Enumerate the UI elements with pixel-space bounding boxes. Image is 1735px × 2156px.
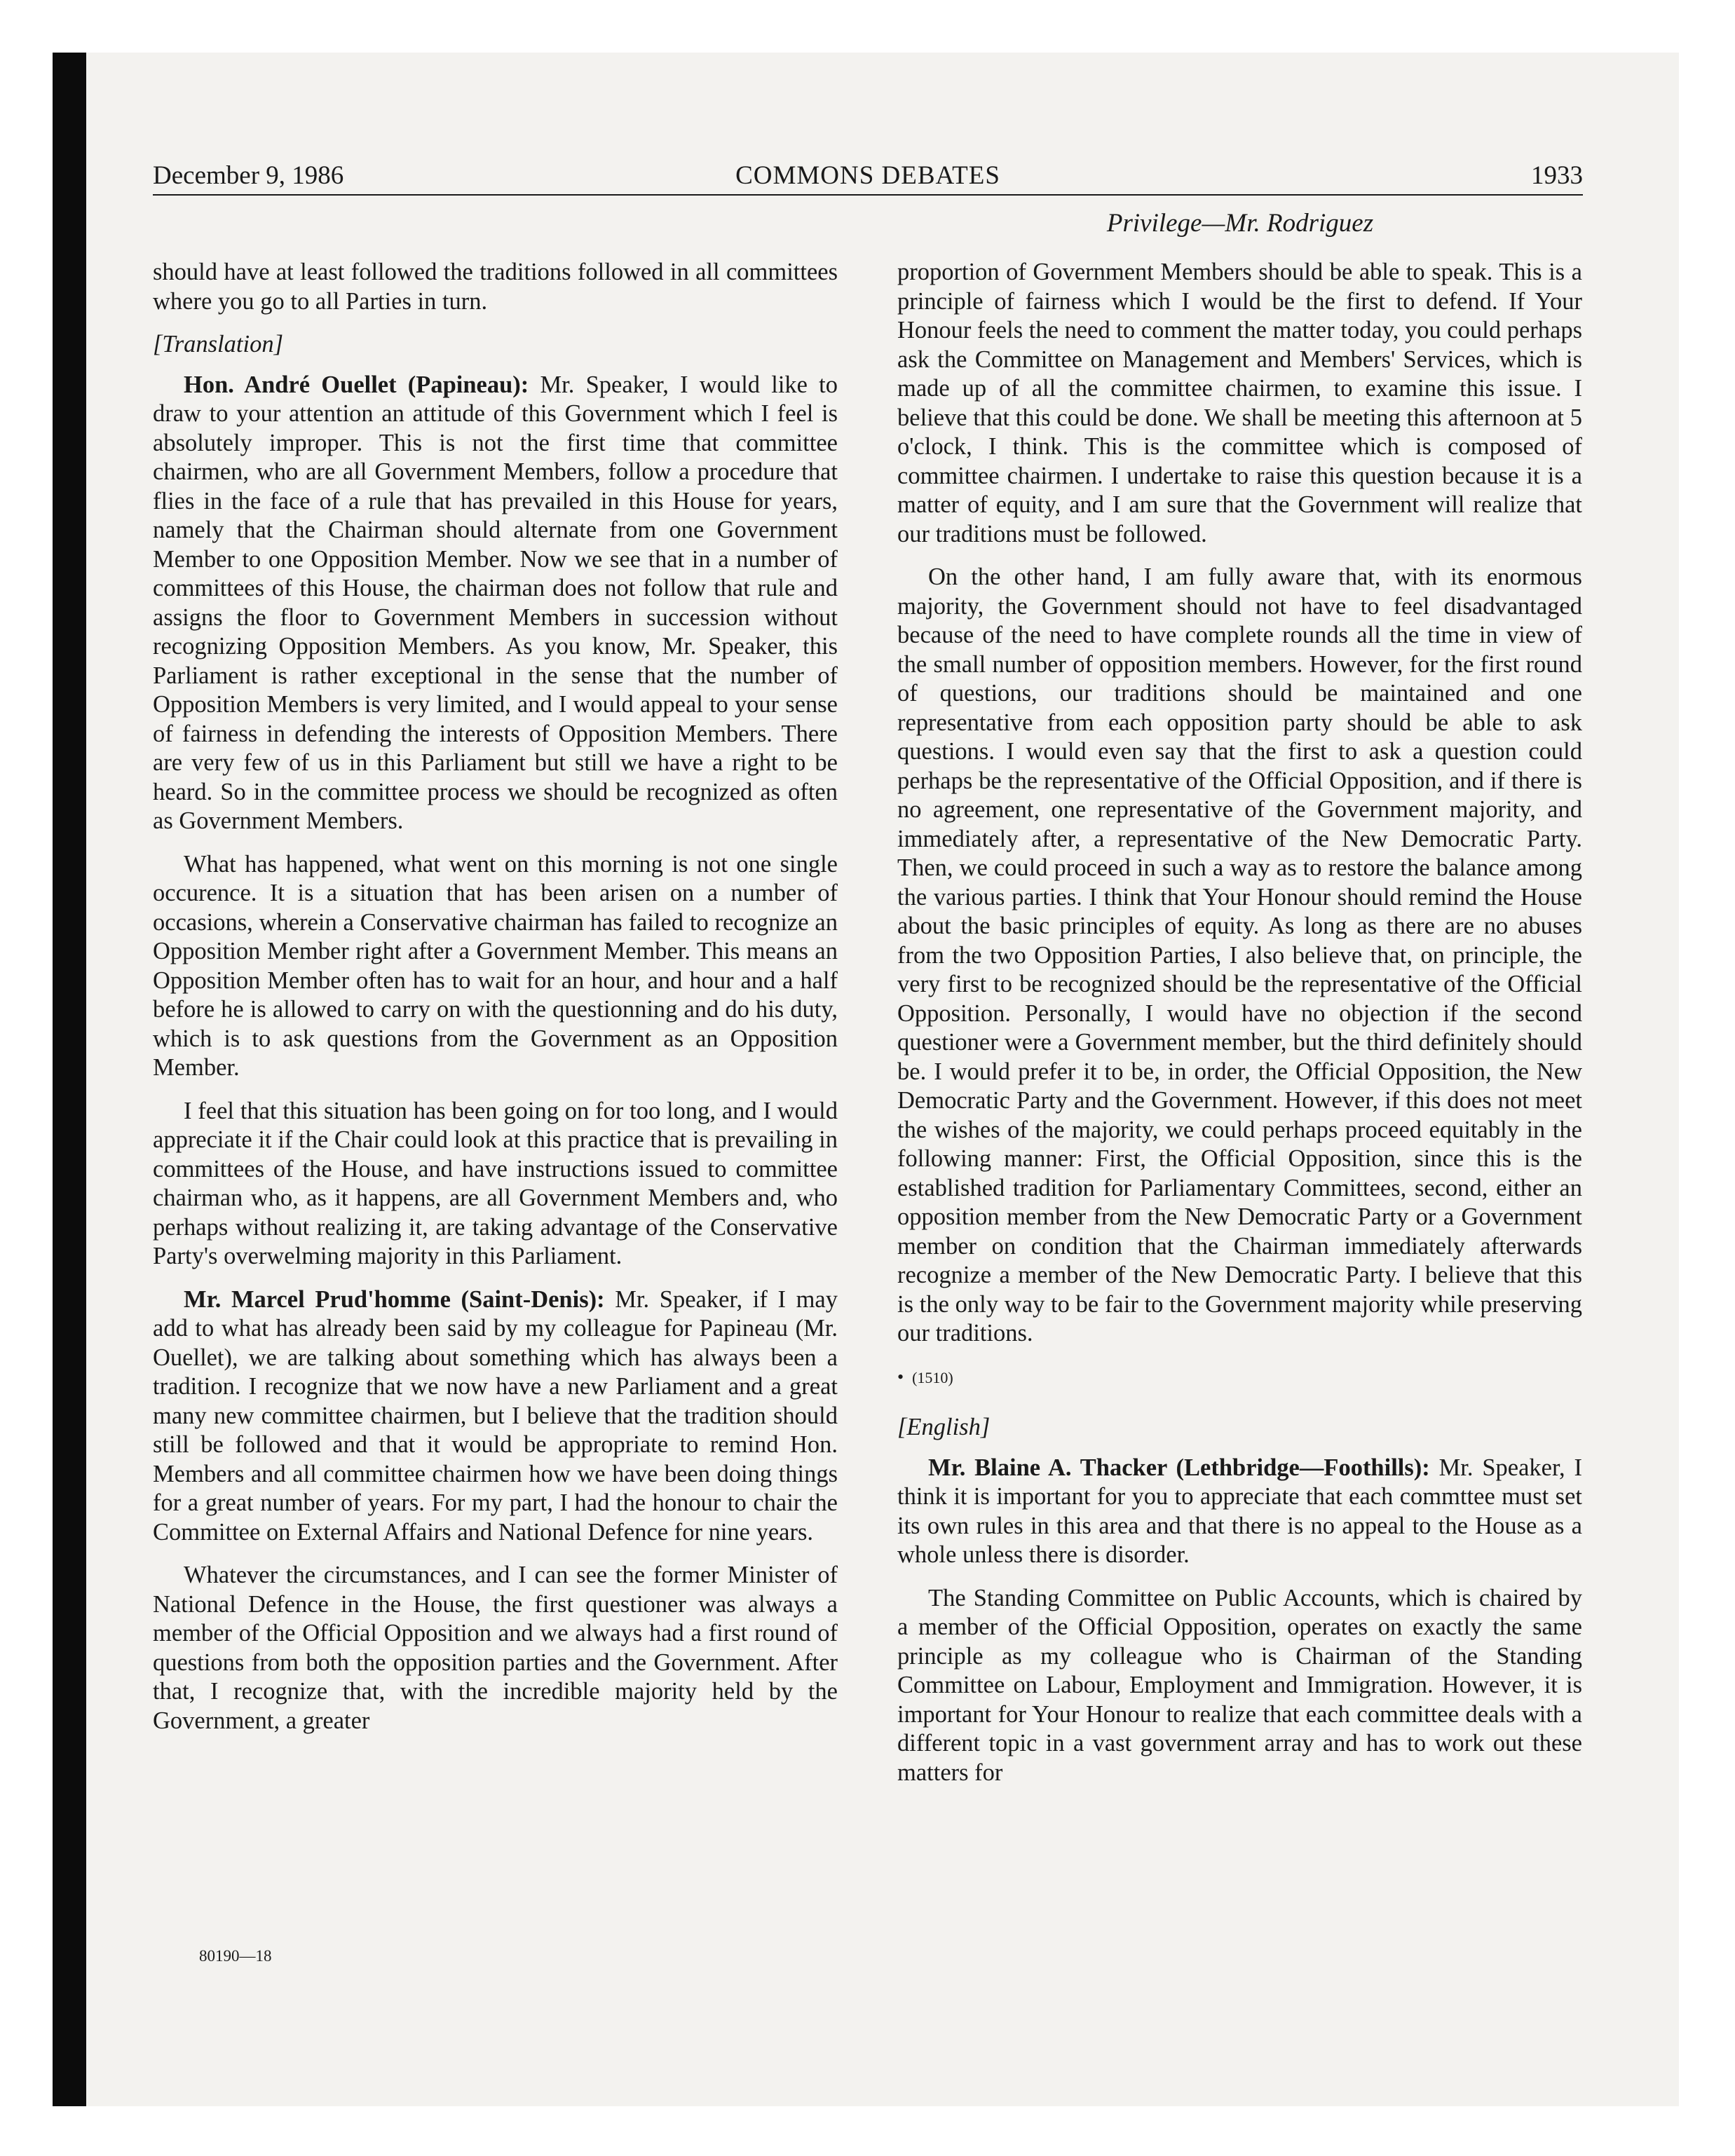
speech-text: Mr. Speaker, I think it is important for you to appreciate that each commttee must set its own rules in this area and that there is no appeal to the House as a whole unless there is disorder. [897,1454,1582,1568]
speech-paragraph [153,371,838,836]
page-header [153,158,1583,193]
header-rule [153,194,1583,196]
left-column [153,258,838,1749]
paragraph: Whatever the circumstances, and I can see the former Minister of National Defence in the House, the first questioner was always a member of the Official Opposition and we always had a first round of questions from both the opposition parties and the Government. After that, I recognize that, with the incredible majority held by the Government, a greater [153,1562,838,1734]
speaker-name: Mr. Marcel Prud'homme (Saint-Denis): [184,1285,605,1313]
speech-paragraph [153,1285,838,1548]
header-title: COMMONS DEBATES [735,161,1000,190]
time-mark-text: (1510) [912,1368,953,1386]
page-number: 1933 [1531,161,1583,190]
paragraph: On the other hand, I am fully aware that, with its enormous majority, the Government should not have to feel disadvantaged because of the need to have complete rounds all the time in view of the small number of opposition members. However, for the first round of questions, our traditions should be maintained and one representative from each opposition party should be able to ask questions. I would even say that the first to ask a question could perhaps be the representative of the Official Opposition, and if there is no agreement, one representative of the Government majority, and immediately after, a representative of the New Democratic Party. Then, we could proceed in such a way as to restore the balance among the various parties. I think that Your Honour should remind the House about the basic principles of equity. As long as there are no abuses from the two Opposition Parties, I also believe that, on principle, the very first to be recognized should be the representative of the Official Opposition. Personally, I would have no objection if the second questioner were a Government member, but the third definitely should be. I would prefer it to be, in order, the Official Opposition, the New Democratic Party and the Government. However, if this does not meet the wishes of the majority, we could perhaps proceed equitably in the following manner: First, the Official Opposition, since this is the established tradition for Parliamentary Committees, second, either an opposition member from the New Democratic Party or a Government member on condition that the Chairman immediately afterwards recognize a member of the New Democratic Party. I believe that this is the only way to be fair to the Government majority while preserving our traditions. [897,564,1582,1346]
right-column [897,258,1582,1801]
paragraph: proportion of Government Members should be able to speak. This is a principle of fairness which I would be the first to defend. If Your Honour feels the need to comment the matter today, you could perhaps ask the Committee on Management and Members' Services, which is made up of all the committee chairmen, to examine this issue. I believe that this could be done. We shall be meeting this afternoon at 5 o'clock, I think. This is the committee which is composed of committee chairmen. I undertake to raise this question because it is a matter of equity, and I am sure that the Government will realize that our traditions must be followed. [897,259,1582,547]
binding-edge [53,53,86,2106]
speech-text: Mr. Speaker, I would like to draw to your attention an attitude of this Government which I feel is absolutely improper. This is not the first time that committee chairmen, who are all Government Members, follow a procedure that flies in the face of a rule that has prevailed in this House for years, namely that the Chairman should alternate from one Government Member to one Opposition Member. Now we see that in a number of committees of this House, the chairman does not follow that rule and assigns the floor to Government Members in succession without recognizing Opposition Members. As you know, Mr. Speaker, this Parliament is rather exceptional in the sense that the number of Opposition Members is very limited, and I would appeal to your sense of fairness in defending the interests of Opposition Members. There are very few of us in this Parliament but still we have a right to be heard. So in the committee process we should be recognized as often as Government Members. [153,371,838,834]
bullet-icon: • [897,1366,904,1387]
paragraph: What has happened, what went on this morning is not one single occurence. It is a situation that has been arisen on a number of occasions, wherein a Conservative chairman has failed to recognize an Opposition Member right after a Government Member. This means an Opposition Member often has to wait for an hour, and hour and a half before he is allowed to carry on with the questionning and do his duty, which is to ask questions from the Government as an Opposition Member. [153,850,838,1081]
footer-code: 80190—18 [199,1947,272,1965]
running-head: Privilege—Mr. Rodriguez [1106,209,1374,238]
header-date: December 9, 1986 [153,161,344,190]
paragraph: The Standing Committee on Public Accounts, which is chaired by a member of the Official Opposition, operates on exactly the same principle as my colleague who is Chairman of the Standing Committee on Labour, Employment and Immigration. However, it is important for Your Honour to realize that each committee deals with a different topic in a vast government array and has to work out these matters for [897,1584,1582,1786]
english-label: [English] [897,1414,991,1440]
paragraph: I feel that this situation has been going on for too long, and I would appreciate it if the Chair could look at this practice that is prevailing in committees of the House, and have instructions issued to committee chairman who, as it happens, are all Government Members and, who perhaps without realizing it, are taking advantage of the Conservative Party's overwelming majority in this Parliament. [153,1097,838,1269]
speech-text: Mr. Speaker, if I may add to what has already been said by my colleague for Papineau (Mr. Ouellet), we are talking about something which has always been a tradition. I recognize that we now have a new Parliament and a great many new committee chairmen, but I believe that the tradition should still be followed and that it would be appropriate to remind Hon. Members and all committee chairmen how we have been doing things for a great number of years. For my part, I had the honour to chair the Committee on External Affairs and National Defence for nine years. [153,1285,838,1546]
speaker-name: Mr. Blaine A. Thacker (Lethbridge—Foothills): [928,1454,1430,1481]
speaker-name: Hon. André Ouellet (Papineau): [184,371,529,398]
time-marker [897,1363,1582,1393]
translation-label: [Translation] [153,331,283,357]
speech-paragraph [897,1454,1582,1570]
paragraph: should have at least followed the traditions followed in all committees where you go to all Parties in turn. [153,259,838,315]
